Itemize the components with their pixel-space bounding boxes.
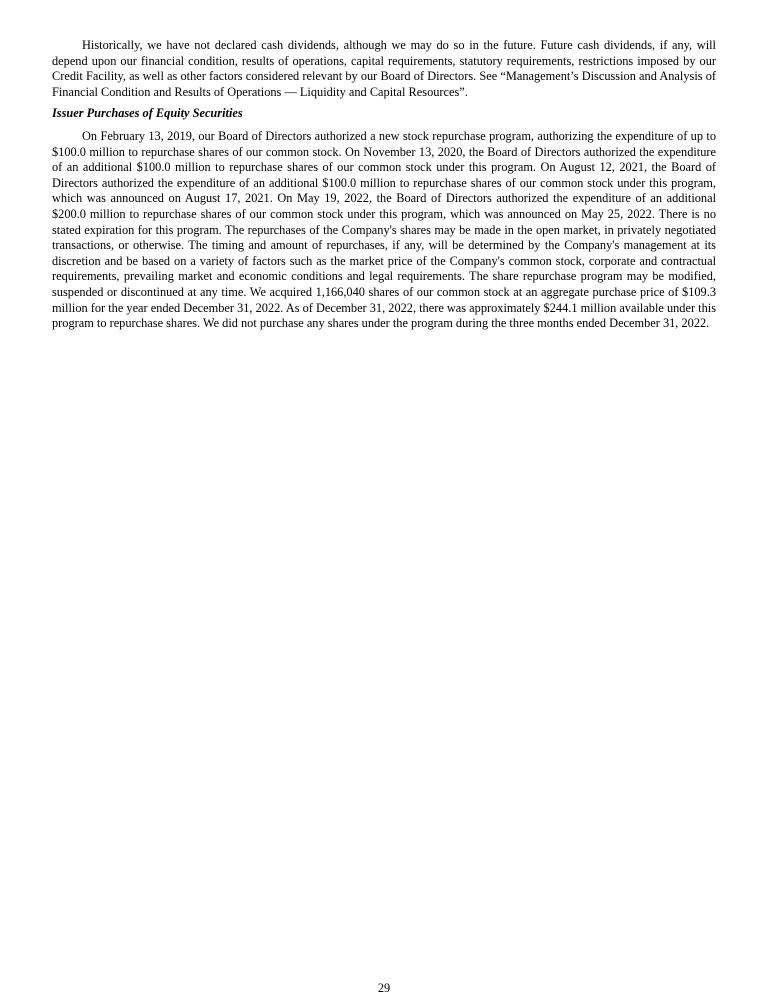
repurchase-program-paragraph: On February 13, 2019, our Board of Directors authorized a new stock repurchase program, authorizing the expenditure of up to $100.0 million to repurchase shares of our common stock. On November 13, 2020, the Board of Directors authorized the expenditure of an additional $100.0 million to repurchase shares of our common stock under this program. On August 12, 2021, the Board of Directors authorized the expenditure of an additional $100.0 million to repurchase shares of our common stock under this program, which was announced on August 17, 2021. On May 19, 2022, the Board of Directors authorized the expenditure of an additional $200.0 million to repurchase shares of our common stock under this program, which was announced on May 25, 2022. There is no stated expiration for this program. The repurchases of the Company's shares may be made in the open market, in privately negotiated transactions, or otherwise. The timing and amount of repurchases, if any, will be determined by the Company's management at its discretion and be based on a variety of factors such as the market price of the Company's common stock, corporate and contractual requirements, prevailing market and economic conditions and legal requirements. The share repurchase program may be modified, suspended or discontinued at any time. We acquired 1,166,040 shares of our common stock at an aggregate purchase price of $109.3 million for the year ended December 31, 2022. As of December 31, 2022, there was approximately $244.1 million available under this program to repurchase shares. We did not purchase any shares under the program during the three months ended December 31, 2022. [52, 128, 716, 331]
dividends-paragraph: Historically, we have not declared cash dividends, although we may do so in the future. Future cash dividends, if any, will depend upon our financial condition, results of operations, capital requirements, statutory requirements, restrictions imposed by our Credit Facility, as well as other factors considered relevant by our Board of Directors. See “Management’s Discussion and Analysis of Financial Condition and Results of Operations — Liquidity and Capital Resources”. [52, 38, 716, 99]
page-number: 29 [377, 981, 391, 995]
document-body [52, 38, 716, 332]
section-heading: Issuer Purchases of Equity Securities [52, 106, 243, 121]
